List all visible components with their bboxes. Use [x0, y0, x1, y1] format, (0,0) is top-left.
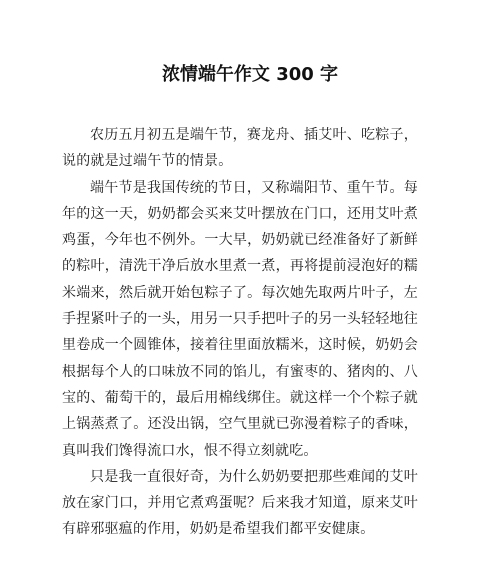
document-body [62, 122, 418, 543]
paragraph: 端午节是我国传统的节日，又称端阳节、重午节。每年的这一天，奶奶都会买来艾叶摆放在门口，还用艾叶煮鸡蛋，今年也不例外。一大早，奶奶就已经准备好了新鲜的粽叶，清洗干净后放水里煮一煮，再将提前浸泡好的糯米端来，然后就开始包粽子了。每次她先取两片叶子，左手捏紧叶子的一头，用另一只手把叶子的另一头轻轻地往里卷成一个圆锥体，接着往里面放糯米，这时候，奶奶会根据每个人的口味放不同的馅儿，有蜜枣的、猪肉的、八宝的、葡萄干的，最后用棉线绑住。就这样一个个粽子就上锅蒸煮了。还没出锅，空气里就已弥漫着粽子的香味，真叫我们馋得流口水，恨不得立刻就吃。 [62, 179, 418, 459]
paragraph: 农历五月初五是端午节，赛龙舟、插艾叶、吃粽子，说的就是过端午节的情景。 [62, 127, 418, 170]
document-title: 浓情端午作文 300 字 [161, 64, 339, 85]
paragraph: 只是我一直很好奇，为什么奶奶要把那些难闻的艾叶放在家门口，并用它煮鸡蛋呢？后来我才知道，原来艾叶有辟邪驱瘟的作用，奶奶是希望我们都平安健康。 [62, 468, 418, 538]
